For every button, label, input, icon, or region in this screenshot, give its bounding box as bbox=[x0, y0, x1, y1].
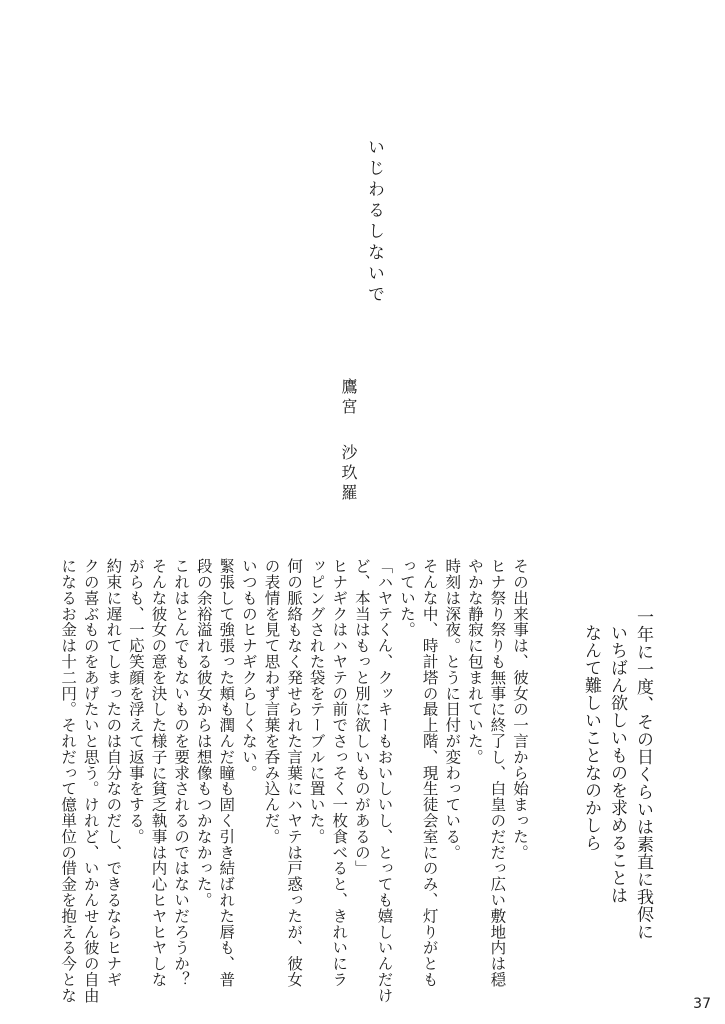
epigraph-line: なんて難しいことなのかしら bbox=[581, 624, 601, 852]
author-given-name: 沙玖羅 bbox=[339, 444, 358, 504]
epigraph bbox=[578, 608, 656, 941]
body-line: 約束に遅れてしまったのは自分なのだし、できるならヒナギ bbox=[104, 558, 123, 988]
body-line: これはとんでもないものを要求されるのではないだろうか？ bbox=[172, 558, 191, 988]
body-line: クの喜ぶものをあげたいと思う。けれど、いかんせん彼の自由 bbox=[81, 558, 100, 1004]
body-line: 時刻は深夜。とうに日付が変わっている。 bbox=[443, 558, 462, 861]
body-line: 何の脈絡もなく発せられた言葉にハヤテは戸惑ったが、彼女 bbox=[285, 558, 304, 988]
body-line: っていた。 bbox=[398, 558, 417, 638]
body-line: 「ハヤテくん、クッキーもおいしいし、とっても嬉しいんだけ bbox=[375, 558, 394, 1004]
body-line: ヒナ祭り祭りも無事に終了し、白皇のだだっ広い敷地内は穏 bbox=[488, 558, 507, 988]
epigraph-line: いちばん欲しいものを求めることは bbox=[607, 624, 627, 904]
body-line: やかな静寂に包まれていた。 bbox=[465, 558, 484, 765]
body-line: いつものヒナギクらしくない。 bbox=[239, 558, 258, 781]
body-line: そんな彼女の意を決した様子に貧乏執事は内心ヒヤヒヤしな bbox=[149, 558, 168, 988]
body-line: 段の余裕溢れる彼女からは想像もつかなかった。 bbox=[194, 558, 213, 908]
body-line: の表情を見て思わず言葉を呑み込んだ。 bbox=[262, 558, 281, 845]
body-line: その出来事は、彼女の一言から始まった。 bbox=[511, 558, 529, 861]
story-title: いじわるしないで bbox=[364, 138, 384, 306]
body-line: そんな中、時計塔の最上階、現生徒会室にのみ、灯りがとも bbox=[420, 558, 439, 988]
body-line: ッピングされた袋をテーブルに置いた。 bbox=[307, 558, 326, 845]
body-line: がらも、一応笑顔を浮えて返事をする。 bbox=[126, 558, 145, 845]
epigraph-line: 一年に一度、その日くらいは素直に我侭に bbox=[633, 608, 653, 941]
page-number: 37 bbox=[693, 996, 711, 1012]
body-line: 緊張して強張った頬も潤んだ瞳も固く引き結ばれた唇も、普 bbox=[217, 558, 236, 988]
body-text bbox=[59, 558, 531, 1004]
author-name bbox=[337, 378, 360, 504]
body-line: ヒナギクはハヤテの前でさっそく一枚食べると、きれいにラ bbox=[330, 558, 349, 988]
body-line: になるお金は十二円。それだって億単位の借金を抱える今とな bbox=[59, 558, 78, 1004]
author-family-name: 鷹宮 bbox=[339, 378, 358, 418]
body-line: ど、本当はもっと別に欲しいものがあるの」 bbox=[352, 558, 371, 876]
